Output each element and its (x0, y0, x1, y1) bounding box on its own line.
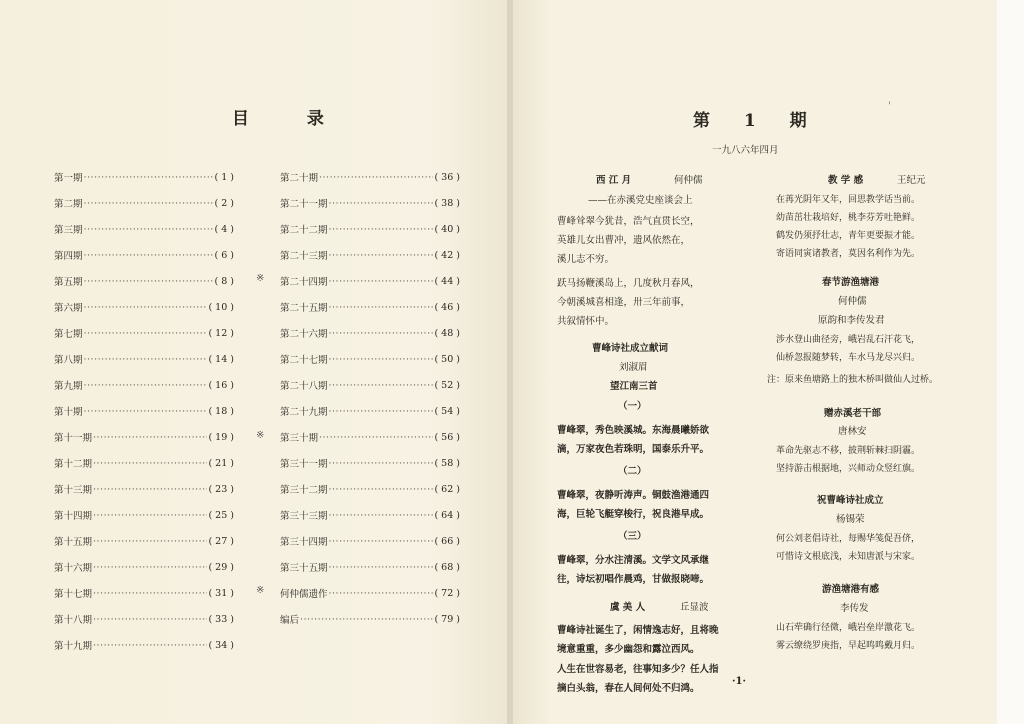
toc-entry-label: 何仲儒遗作 (280, 589, 328, 600)
poem-author: 李传发 (840, 603, 869, 614)
poem-line: 幼苗茁壮栽培好，桃李芬芳吐艳鲜。 (776, 213, 921, 223)
toc-leader-dots (329, 588, 434, 599)
toc-entry (54, 632, 234, 658)
toc-entry (280, 554, 460, 580)
toc-leader-dots (84, 354, 208, 365)
toc-entry-label: 第十四期 (54, 511, 93, 522)
toc-entry-page: ( 40 ) (434, 223, 460, 235)
toc-leader-dots (329, 562, 434, 573)
toc-entry (54, 580, 234, 606)
toc-entry-label: 第五期 (54, 277, 83, 288)
stanza-number: （一） (618, 401, 647, 412)
poem-line: 海，巨轮飞艇穿梭行，祝良港早成。 (557, 509, 710, 520)
toc-entry-page: ( 2 ) (214, 197, 234, 209)
poem-line: 鹤发仍须抒壮志，青年更要振才能。 (776, 231, 921, 241)
toc-entry (280, 294, 460, 320)
toc-leader-dots (329, 302, 434, 313)
toc-entry-label: 第十一期 (54, 433, 93, 444)
toc-entry-page: ( 25 ) (208, 509, 234, 521)
toc-leader-dots (329, 250, 434, 261)
toc-entry-label: 第三十二期 (280, 485, 328, 496)
toc-entry-page: ( 44 ) (434, 275, 460, 287)
toc-entry-label: 第十六期 (54, 563, 93, 574)
toc-entry-label: 第九期 (54, 381, 83, 392)
toc-entry-label: 第三十期 (280, 433, 319, 444)
toc-entry (54, 294, 234, 320)
toc-entry (280, 320, 460, 346)
poem-line: 雾云缭绕罗庚指，早起鸣鸣戴月归。 (776, 641, 921, 651)
poem-line: 曹峰耸翠今犹昔，浩气直贯长空， (557, 216, 700, 227)
toc-entry-page: ( 31 ) (208, 587, 234, 599)
poem-line: 滴，万家夜色若珠明，国泰乐升平。 (557, 444, 710, 455)
toc-leader-dots (319, 172, 433, 183)
toc-leader-dots (84, 172, 214, 183)
toc-leader-dots (84, 250, 214, 261)
poem-line: 仙桥忽报随梦转，车水马龙尽兴归。 (776, 353, 921, 363)
toc-entry-label: 第十五期 (54, 537, 93, 548)
toc-entry (280, 580, 460, 606)
toc-entry (54, 242, 234, 268)
poem-title: 游渔塘港有感 (822, 584, 880, 595)
poem-line: 往，诗坛初唱作晨鸡，甘做报晓啼。 (557, 574, 710, 585)
toc-entry-label: 第三十一期 (280, 459, 328, 470)
toc-leader-dots (93, 562, 207, 573)
toc-entry-label: 第十八期 (54, 615, 93, 626)
poem-line: 革命先驱志不移，披荆斩棘扫阴霾。 (776, 446, 921, 456)
toc-entry (54, 502, 234, 528)
toc-entry-page: ( 64 ) (434, 509, 460, 521)
toc-leader-dots (329, 406, 434, 417)
toc-entry-label: 第一期 (54, 173, 83, 184)
toc-entry (280, 606, 460, 632)
toc-entry-page: ( 14 ) (208, 353, 234, 365)
toc-leader-dots (329, 536, 434, 547)
toc-entry-page: ( 56 ) (434, 431, 460, 443)
toc-entry-label: 第二十期 (280, 173, 319, 184)
toc-entry-page: ( 68 ) (434, 561, 460, 573)
toc-entry-label: 第二期 (54, 199, 83, 210)
stanza-number: （三） (618, 531, 647, 542)
poem-note: 注：原来鱼塘路上的独木桥叫做仙人过桥。 (767, 375, 939, 385)
poem-title: 春节游渔塘港 (822, 277, 880, 288)
toc-entry (54, 424, 234, 450)
poem-subtitle: 望江南三首 (610, 381, 658, 392)
toc-leader-dots (84, 198, 214, 209)
toc-leader-dots (329, 380, 434, 391)
toc-entry (280, 372, 460, 398)
toc-leader-dots (84, 328, 208, 339)
toc-entry-page: ( 79 ) (434, 613, 460, 625)
toc-leader-dots (329, 510, 434, 521)
toc-leader-dots (93, 432, 207, 443)
toc-entry-page: ( 72 ) (434, 587, 460, 599)
toc-entry-page: ( 23 ) (208, 483, 234, 495)
toc-leader-dots (329, 224, 434, 235)
toc-entry (280, 190, 460, 216)
toc-entry (280, 424, 460, 450)
toc-leader-dots (93, 458, 207, 469)
toc-entry-label: 第二十三期 (280, 251, 328, 262)
poem-author: 刘淑眉 (619, 362, 648, 373)
toc-entry-page: ( 50 ) (434, 353, 460, 365)
issue-date: 一九八六年四月 (712, 145, 779, 156)
toc-leader-dots (93, 536, 207, 547)
toc-entry (54, 372, 234, 398)
toc-entry (54, 476, 234, 502)
toc-entry (280, 450, 460, 476)
toc-entry-page: ( 10 ) (208, 301, 234, 313)
toc-entry-label: 第二十二期 (280, 225, 328, 236)
toc-entry-label: 第六期 (54, 303, 83, 314)
poem-author: 唐林安 (838, 426, 867, 437)
toc-entry (54, 606, 234, 632)
toc-leader-dots (329, 328, 434, 339)
toc-entry-page: ( 46 ) (434, 301, 460, 313)
toc-entry-page: ( 66 ) (434, 535, 460, 547)
poem-title: 赠赤溪老干部 (824, 408, 882, 419)
poem-line: 可惜诗文根底浅，未知唐派与宋家。 (776, 552, 921, 562)
poem-author: 丘显波 (680, 602, 709, 613)
toc-entry-label: 第三十五期 (280, 563, 328, 574)
toc-entry (54, 528, 234, 554)
toc-entry (54, 216, 234, 242)
toc-mark: ※ (256, 430, 265, 441)
toc-column-2 (280, 164, 460, 632)
toc-entry (280, 476, 460, 502)
toc-leader-dots (93, 484, 207, 495)
toc-leader-dots (93, 640, 207, 651)
stanza-number: （二） (618, 466, 647, 477)
toc-entry-label: 第十期 (54, 407, 83, 418)
toc-entry-page: ( 1 ) (214, 171, 234, 183)
toc-entry-label: 第二十八期 (280, 381, 328, 392)
toc-entry (280, 242, 460, 268)
toc-entry-label: 第二十七期 (280, 355, 328, 366)
toc-entry (54, 190, 234, 216)
toc-leader-dots (329, 354, 434, 365)
toc-entry (54, 346, 234, 372)
poem-title: 虞 美 人 (610, 602, 646, 613)
toc-leader-dots (84, 276, 214, 287)
toc-entry-label: 编后 (280, 615, 300, 626)
poem-title: 教 学 感 (828, 175, 864, 186)
toc-entry-page: ( 6 ) (214, 249, 234, 261)
poem-title: 祝曹峰诗社成立 (817, 495, 884, 506)
toc-leader-dots (93, 614, 207, 625)
poem-line: 曹峰诗社诞生了，闲情逸志好，且将晚 (557, 625, 719, 636)
toc-entry-label: 第三十四期 (280, 537, 328, 548)
toc-entry-label: 第三十三期 (280, 511, 328, 522)
toc-entry-label: 第二十四期 (280, 277, 328, 288)
toc-entry-page: ( 54 ) (434, 405, 460, 417)
toc-leader-dots (319, 432, 433, 443)
toc-column-1 (54, 164, 234, 658)
toc-entry (280, 398, 460, 424)
toc-entry (280, 528, 460, 554)
toc-entry-page: ( 16 ) (208, 379, 234, 391)
poem-author: 何仲儒 (838, 296, 867, 307)
poem-line: 跃马扬鞭溪岛上，几度秋月春风， (557, 278, 700, 289)
toc-entry-page: ( 33 ) (208, 613, 234, 625)
toc-entry-page: ( 34 ) (208, 639, 234, 651)
poem-subtitle: 原韵和李传发君 (818, 315, 885, 326)
toc-entry-label: 第八期 (54, 355, 83, 366)
toc-leader-dots (93, 510, 207, 521)
toc-entry-page: ( 48 ) (434, 327, 460, 339)
poem-line: 曹峰翠，秀色映溪城。东海晨曦娇欲 (557, 425, 710, 436)
toc-entry-label: 第二十五期 (280, 303, 328, 314)
toc-entry-page: ( 36 ) (434, 171, 460, 183)
toc-leader-dots (329, 276, 434, 287)
toc-leader-dots (84, 406, 208, 417)
poem-line: 何公刘老倡诗社，每赐华笺促吾侪， (776, 534, 921, 544)
poem-line: 山石荦确行径微，峨岩垒岸激花飞。 (776, 623, 921, 633)
toc-entry (54, 450, 234, 476)
poem-line: 曹峰翠，夜静听涛声。铜鼓渔港通四 (557, 490, 710, 501)
toc-entry (280, 164, 460, 190)
poem-line: 在苒光阴年又年，回思教学话当前。 (776, 195, 921, 205)
toc-entry-page: ( 58 ) (434, 457, 460, 469)
toc-entry-label: 第二十九期 (280, 407, 328, 418)
toc-entry-page: ( 52 ) (434, 379, 460, 391)
toc-entry (54, 268, 234, 294)
toc-entry (54, 554, 234, 580)
toc-entry-label: 第七期 (54, 329, 83, 340)
toc-entry (54, 320, 234, 346)
toc-entry-page: ( 4 ) (214, 223, 234, 235)
toc-entry-page: ( 42 ) (434, 249, 460, 261)
poem-line: 摘白头翁，春在人间何处不归鸿。 (557, 683, 700, 694)
toc-entry-page: ( 29 ) (208, 561, 234, 573)
margin-mark: ' (888, 101, 891, 112)
toc-entry (280, 268, 460, 294)
left-page-toc (0, 0, 507, 724)
poem-line: 溪儿志不穷。 (557, 254, 615, 265)
toc-leader-dots (84, 302, 208, 313)
poem-author: 何仲儒 (674, 175, 703, 186)
poem-title: 西 江 月 (596, 175, 632, 186)
toc-entry-page: ( 12 ) (208, 327, 234, 339)
toc-entry-page: ( 27 ) (208, 535, 234, 547)
toc-entry-page: ( 8 ) (214, 275, 234, 287)
toc-entry-page: ( 62 ) (434, 483, 460, 495)
poem-line: 涉水登山曲径旁，峨岩乱石汗花飞， (776, 335, 921, 345)
toc-entry (280, 502, 460, 528)
page-number: ·1· (732, 676, 746, 687)
poem-line: 寄语同寅诸教者，莫因名利作为先。 (776, 249, 921, 259)
toc-entry-label: 第四期 (54, 251, 83, 262)
toc-entry (54, 164, 234, 190)
toc-entry-label: 第十二期 (54, 459, 93, 470)
toc-entry-label: 第三期 (54, 225, 83, 236)
poem-line: 共叙情怀中。 (557, 316, 615, 327)
scan-margin (997, 0, 1024, 724)
toc-title: 目 录 (232, 109, 350, 129)
toc-mark: ※ (256, 585, 265, 596)
poem-title: 曹峰诗社成立献词 (592, 343, 669, 354)
poem-line: 境意重重，多少幽怨和露泣西风。 (557, 644, 700, 655)
toc-entry-page: ( 18 ) (208, 405, 234, 417)
toc-entry (280, 216, 460, 242)
poem-line: 坚持游击根据地，兴师动众竖红旗。 (776, 464, 921, 474)
poem-line: 英雄儿女出曹冲，遗风依然在， (557, 235, 691, 246)
toc-leader-dots (329, 484, 434, 495)
toc-entry-page: ( 21 ) (208, 457, 234, 469)
toc-leader-dots (84, 380, 208, 391)
toc-entry-label: 第二十六期 (280, 329, 328, 340)
poem-line: 人生在世容易老，往事知多少？任人指 (557, 664, 719, 675)
toc-leader-dots (93, 588, 207, 599)
toc-entry (54, 398, 234, 424)
toc-entry (280, 346, 460, 372)
poem-author: 王纪元 (897, 175, 926, 186)
toc-leader-dots (329, 458, 434, 469)
toc-entry-label: 第二十一期 (280, 199, 328, 210)
toc-entry-label: 第十七期 (54, 589, 93, 600)
toc-leader-dots (84, 224, 214, 235)
poem-line: 曹峰翠，分水注清溪。文学文风承继 (557, 555, 710, 566)
issue-title: 第 1 期 (693, 111, 821, 131)
toc-leader-dots (300, 614, 433, 625)
toc-entry-label: 第十三期 (54, 485, 93, 496)
poem-author: 杨锡荣 (836, 514, 865, 525)
toc-entry-page: ( 38 ) (434, 197, 460, 209)
poem-subtitle: ——在赤溪党史座谈会上 (588, 195, 693, 206)
poem-line: 今朝溪城喜相逢，卅三年前事， (557, 297, 691, 308)
toc-leader-dots (329, 198, 434, 209)
toc-entry-label: 第十九期 (54, 641, 93, 652)
toc-mark: ※ (256, 273, 265, 284)
toc-entry-page: ( 19 ) (208, 431, 234, 443)
